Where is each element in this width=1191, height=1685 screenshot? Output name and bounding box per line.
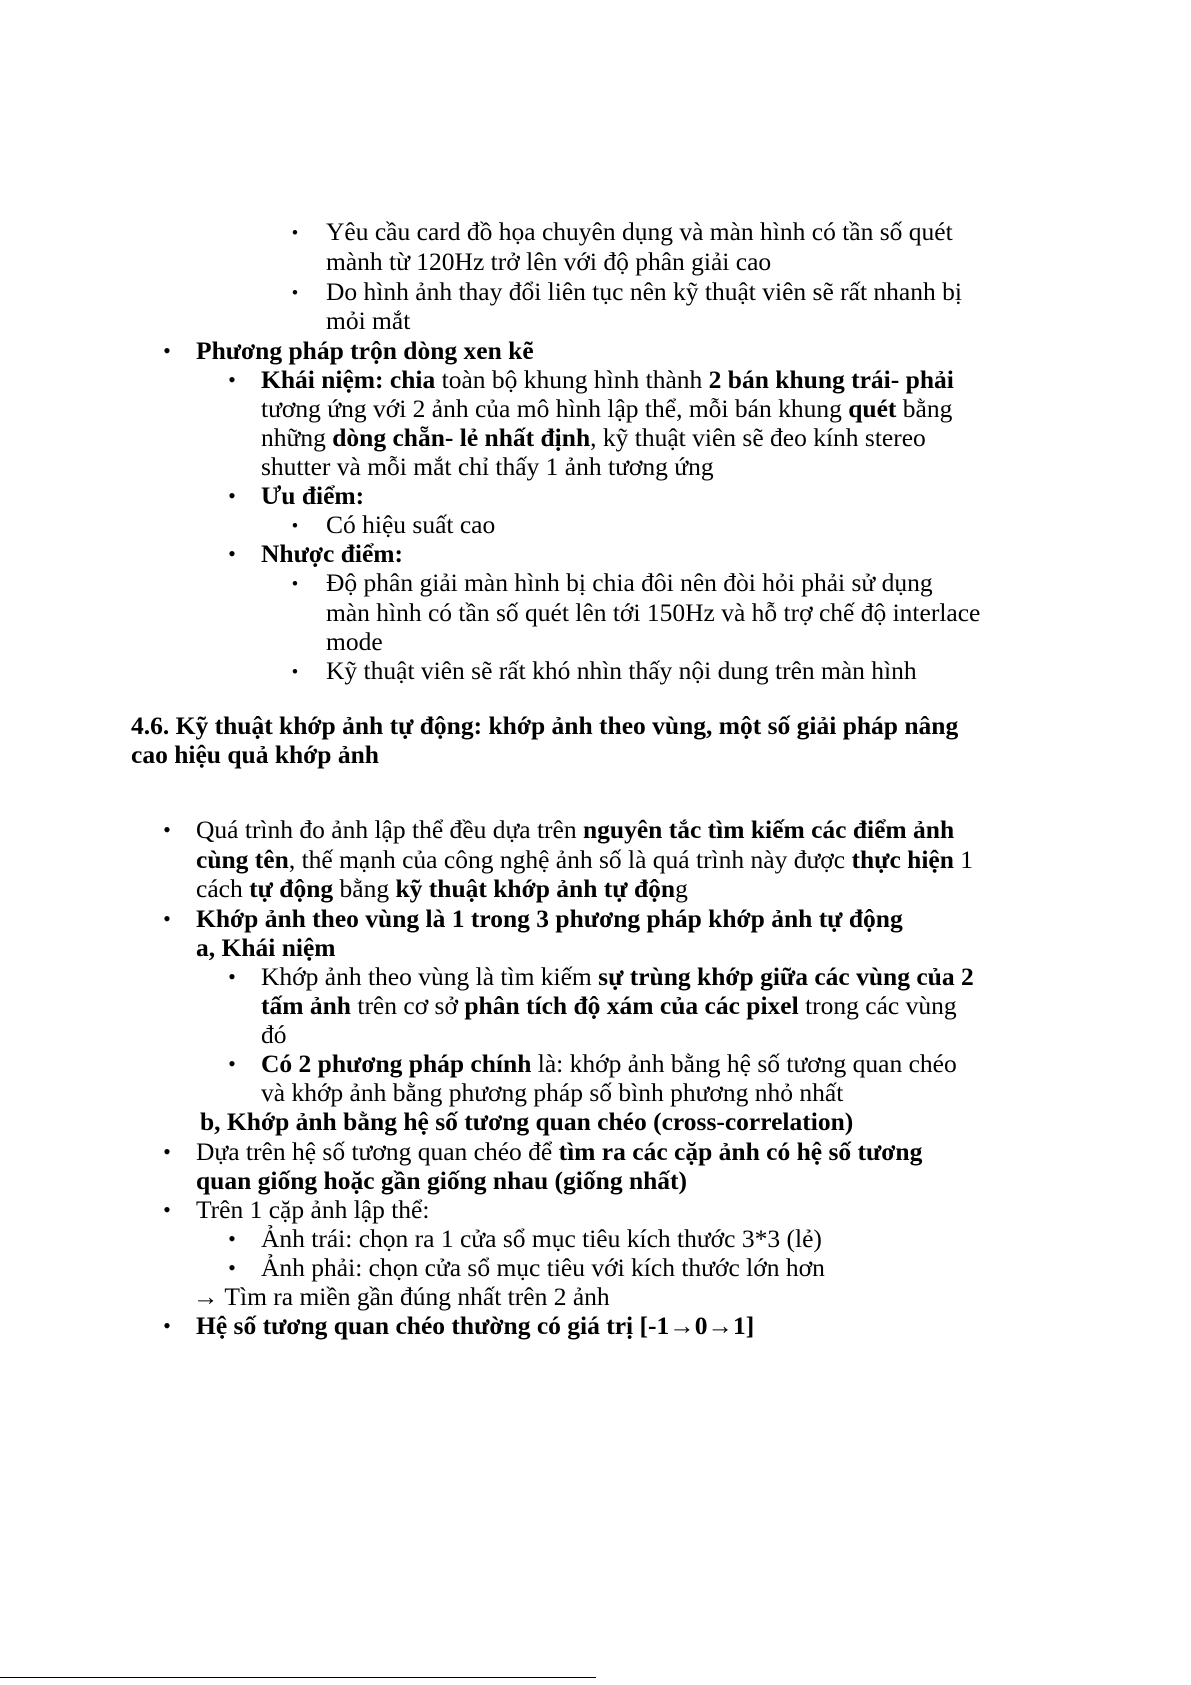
bullet-icon (160, 335, 174, 366)
bullet-icon (288, 216, 302, 247)
bullet-icon (160, 1136, 174, 1167)
bullet-icon (225, 480, 239, 511)
paragraph-line: tương ứng với 2 ảnh của mô hình lập thể, mỗi bán khung quét bằng (261, 394, 953, 423)
paragraph-line: Khớp ảnh theo vùng là tìm kiếm sự trùng khớp giữa các vùng của 2 (261, 962, 974, 991)
bullet-icon (225, 1048, 239, 1079)
section-heading: cao hiệu quả khớp ảnh (131, 740, 379, 769)
paragraph-line: cùng tên, thế mạnh của công nghệ ảnh số là quá trình này được thực hiện 1 (196, 845, 974, 874)
subheading: b, Khớp ảnh bằng hệ số tương quan chéo (cross-correlation) (200, 1107, 854, 1136)
bullet-icon (225, 1252, 239, 1283)
paragraph-line: và khớp ảnh bằng phương pháp số bình phương nhỏ nhất (261, 1078, 844, 1107)
paragraph-line: Ảnh trái: chọn ra 1 cửa sổ mục tiêu kích thước 3*3 (lẻ) (261, 1224, 822, 1253)
bullet-icon (288, 276, 302, 307)
paragraph-line: mỏi mắt (326, 306, 411, 335)
section-heading: 4.6. Kỹ thuật khớp ảnh tự động: khớp ảnh theo vùng, một số giải pháp nâng (131, 711, 959, 740)
paragraph-line: Dựa trên hệ số tương quan chéo để tìm ra các cặp ảnh có hệ số tương (196, 1137, 923, 1166)
paragraph-line: màn hình có tần số quét lên tới 150Hz và hỗ trợ chế độ interlace (326, 598, 981, 627)
paragraph-line: mode (326, 627, 383, 656)
bullet-icon (288, 567, 302, 598)
list-item-title: Nhược điểm: (261, 539, 404, 568)
list-item-title: Phương pháp trộn dòng xen kẽ (196, 336, 534, 365)
paragraph-line: Trên 1 cặp ảnh lập thể: (196, 1195, 430, 1224)
bullet-icon (225, 961, 239, 992)
paragraph-line: Có 2 phương pháp chính là: khớp ảnh bằng hệ số tương quan chéo (261, 1049, 957, 1078)
paragraph-line: mành từ 120Hz trở lên với độ phân giải cao (326, 247, 772, 276)
paragraph-line: Do hình ảnh thay đổi liên tục nên kỹ thuật viên sẽ rất nhanh bị (326, 277, 962, 306)
list-item-title: Ưu điểm: (261, 481, 365, 510)
bullet-icon (225, 538, 239, 569)
list-item-title: Hệ số tương quan chéo thường có giá trị [-1→0→1] (196, 1311, 755, 1340)
bullet-icon (225, 364, 239, 395)
paragraph-line: Khái niệm: chia toàn bộ khung hình thành 2 bán khung trái- phải (261, 365, 954, 394)
paragraph-line: Ảnh phải: chọn cửa sổ mục tiêu với kích thước lớn hơn (261, 1253, 825, 1282)
paragraph-line: Có hiệu suất cao (326, 510, 496, 539)
bullet-icon (288, 509, 302, 540)
paragraph-line: Kỹ thuật viên sẽ rất khó nhìn thấy nội dung trên màn hình (326, 656, 917, 685)
bullet-icon (160, 903, 174, 934)
paragraph-line: Yêu cầu card đồ họa chuyên dụng và màn hình có tần số quét (326, 217, 953, 246)
paragraph-line: Quá trình đo ảnh lập thể đều dựa trên nguyên tắc tìm kiếm các điểm ảnh (196, 815, 955, 844)
bullet-icon (288, 655, 302, 686)
list-item-title: Khớp ảnh theo vùng là 1 trong 3 phương pháp khớp ảnh tự động (196, 904, 903, 933)
paragraph-line: đó (261, 1020, 287, 1049)
paragraph-line: quan giống hoặc gần giống nhau (giống nhất) (196, 1166, 688, 1195)
footer-divider (0, 1677, 596, 1678)
paragraph-line: → Tìm ra miền gần đúng nhất trên 2 ảnh (193, 1282, 610, 1311)
bullet-icon (160, 1310, 174, 1341)
paragraph-line: tấm ảnh trên cơ sở phân tích độ xám của các pixel trong các vùng (261, 991, 957, 1020)
paragraph-line: Độ phân giải màn hình bị chia đôi nên đòi hỏi phải sử dụng (326, 568, 933, 597)
paragraph-line: cách tự động bằng kỹ thuật khớp ảnh tự động (196, 874, 688, 903)
bullet-icon (160, 814, 174, 845)
subheading: a, Khái niệm (196, 933, 336, 962)
paragraph-line: shutter và mỗi mắt chỉ thấy 1 ảnh tương ứng (261, 452, 714, 481)
bullet-icon (225, 1223, 239, 1254)
bullet-icon (160, 1194, 174, 1225)
paragraph-line: những dòng chẵn- lẻ nhất định, kỹ thuật viên sẽ đeo kính stereo (261, 423, 926, 452)
